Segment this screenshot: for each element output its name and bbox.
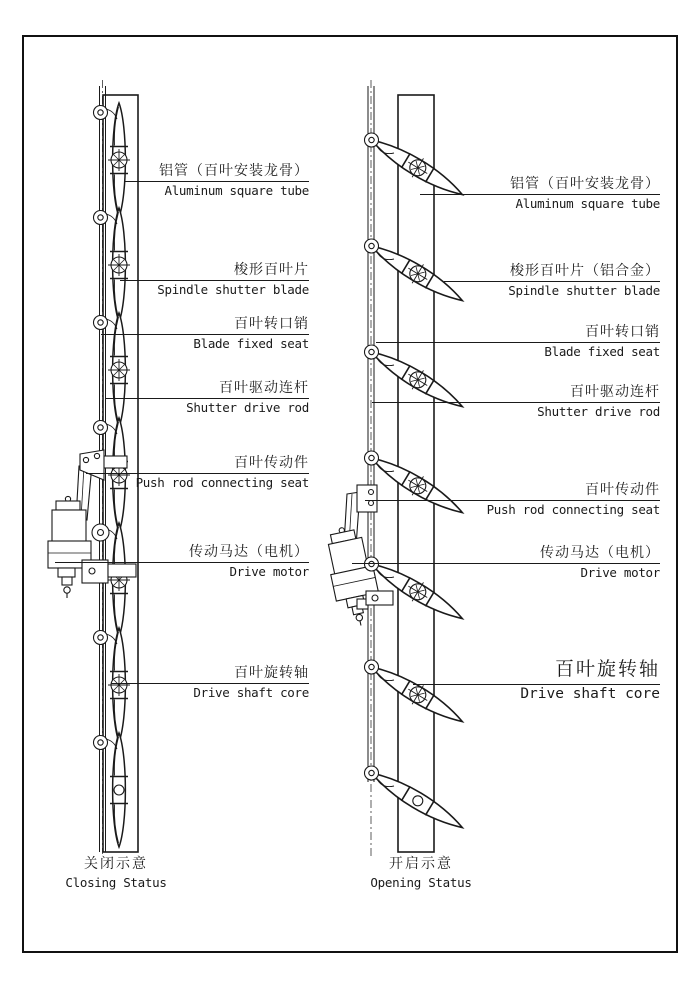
- label-zh: 百叶传动件: [234, 455, 309, 471]
- label-zh: 梭形百叶片: [234, 262, 309, 278]
- label-en: Shutter drive rod: [186, 400, 309, 415]
- label-closed-drive-shaft-core: [193, 664, 309, 701]
- label-zh: 百叶传动件: [585, 482, 660, 498]
- caption-zh: 开启示意: [389, 856, 453, 872]
- label-zh: 百叶驱动连杆: [570, 384, 660, 400]
- label-zh: 传动马达（电机）: [189, 544, 309, 560]
- label-open-drive-rod: [537, 383, 660, 420]
- label-en: Blade fixed seat: [544, 344, 660, 359]
- label-closed-drive-rod: [186, 379, 309, 416]
- label-open-blade-fixed-seat: [544, 323, 660, 360]
- label-open-shutter-blade: [508, 262, 660, 299]
- caption-en: Opening Status: [370, 875, 472, 890]
- caption-en: Closing Status: [65, 875, 167, 890]
- label-closed-aluminum-tube: [159, 162, 309, 199]
- label-en: Aluminum square tube: [515, 196, 660, 211]
- label-open-connecting-seat: [487, 481, 660, 518]
- label-closed-connecting-seat: [136, 454, 309, 491]
- label-closed-drive-motor: [189, 543, 309, 580]
- label-en: Drive shaft core: [193, 685, 309, 700]
- label-en: Aluminum square tube: [164, 183, 309, 198]
- label-zh: 铝管（百叶安装龙骨）: [159, 163, 309, 179]
- label-en: Drive motor: [229, 564, 309, 579]
- label-zh: 百叶转口销: [585, 324, 660, 340]
- figure-closed: [48, 80, 138, 854]
- label-closed-shutter-blade: [157, 261, 309, 298]
- label-en: Spindle shutter blade: [508, 283, 660, 298]
- label-zh: 百叶旋转轴: [234, 665, 309, 681]
- caption-opening-status: [351, 855, 491, 891]
- label-zh: 传动马达（电机）: [540, 545, 660, 561]
- label-zh: 百叶旋转轴: [554, 658, 660, 680]
- label-open-drive-motor: [540, 544, 660, 581]
- label-zh: 百叶驱动连杆: [219, 380, 309, 396]
- label-en: Spindle shutter blade: [157, 282, 309, 297]
- caption-zh: 关闭示意: [84, 856, 148, 872]
- label-en: Blade fixed seat: [193, 336, 309, 351]
- drive-rod-open: [368, 80, 374, 856]
- label-closed-blade-fixed-seat: [193, 315, 309, 352]
- label-zh: 百叶转口销: [234, 316, 309, 332]
- caption-closing-status: [46, 855, 186, 891]
- label-en: Push rod connecting seat: [135, 475, 309, 490]
- figure-open: [322, 80, 467, 856]
- label-open-drive-shaft-core: [520, 657, 660, 703]
- drive-motor-open: [322, 485, 393, 629]
- label-zh: 梭形百叶片（铝合金）: [510, 263, 660, 279]
- label-en: Shutter drive rod: [537, 404, 660, 419]
- label-zh: 铝管（百叶安装龙骨）: [510, 176, 660, 192]
- label-en: Drive motor: [580, 565, 660, 580]
- label-en: Push rod connecting seat: [486, 502, 660, 517]
- label-open-aluminum-tube: [510, 175, 660, 212]
- label-en: Drive shaft core: [520, 686, 660, 702]
